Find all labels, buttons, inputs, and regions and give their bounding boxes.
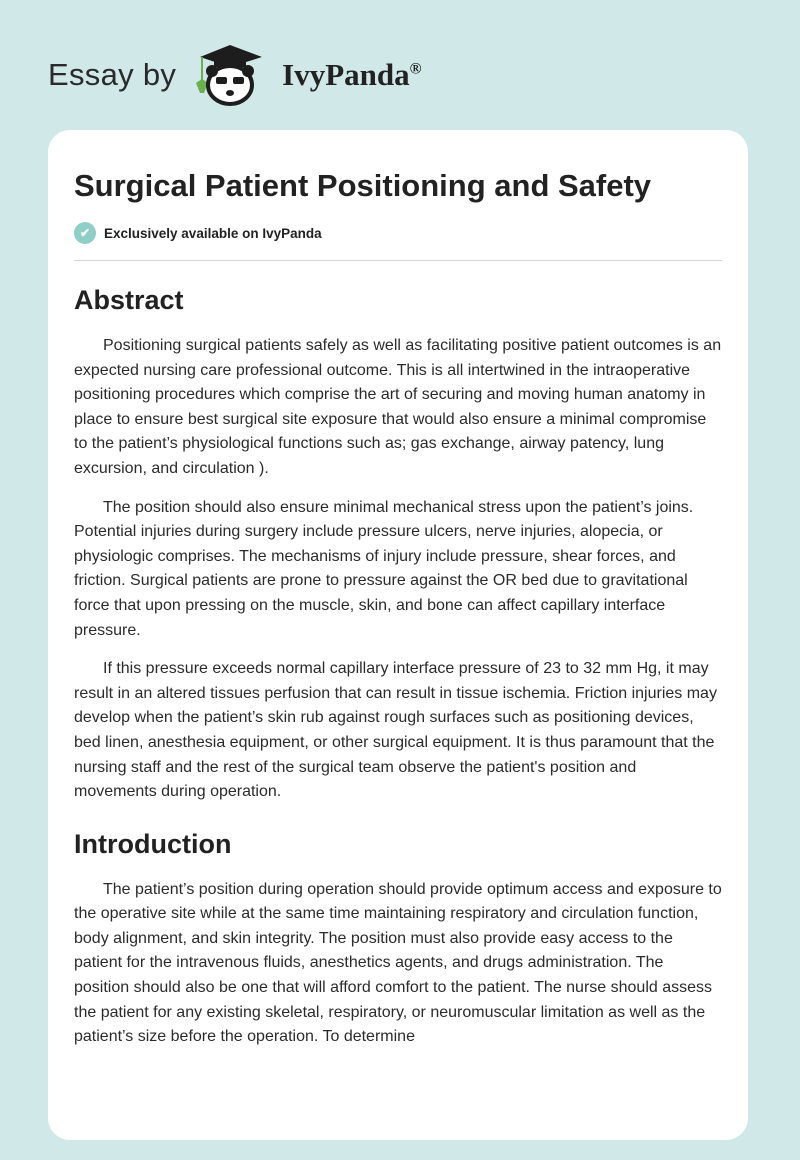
brand-text: IvyPanda bbox=[282, 57, 410, 92]
exclusive-badge bbox=[74, 222, 722, 244]
ivypanda-logo-icon[interactable] bbox=[186, 43, 276, 107]
check-icon: ✔ bbox=[74, 222, 96, 244]
badge-text: Exclusively available on IvyPanda bbox=[104, 225, 322, 241]
paragraph: The patient’s position during operation should provide optimum access and exposure to the operative site while at the same time maintaining respiratory and circulation function, body alignment, and skin integrity. The position must also provide easy access to the patient for the intravenous fluids, anesthetics agents, and drugs administration. The position should also be one that will afford comfort to the patient. The nurse should assess the patient for any existing skeletal, respiratory, or neuromuscular limitation as well as the patient’s size before the operation. To determine bbox=[74, 880, 722, 1046]
essay-by-label: Essay by bbox=[48, 57, 177, 92]
essay-card bbox=[48, 130, 748, 1140]
section-heading: Abstract bbox=[74, 285, 184, 315]
paragraph: If this pressure exceeds normal capillary interface pressure of 23 to 32 mm Hg, it may result in an altered tissues perfusion that can result in tissue ischemia. Friction injuries may develop when the patient’s skin rub against rough surfaces such as positioning devices, bed linen, anesthesia equipment, or other surgical equipment. It is thus paramount that the nursing staff and the rest of the surgical team observe the patient's position and movements during operation. bbox=[74, 660, 717, 801]
registered-mark: ® bbox=[409, 60, 422, 78]
paragraph: The position should also ensure minimal mechanical stress upon the patient’s joins. Potential injuries during surgery include pressure ulcers, nerve injuries, alopecia, or physiologic comprises. The mechanisms of injury include pressure, shear forces, and friction. Surgical patients are prone to pressure against the OR bed due to gravitational force that upon pressing on the muscle, skin, and bone can affect capillary interface pressure. bbox=[74, 498, 694, 639]
page-title: Surgical Patient Positioning and Safety bbox=[74, 168, 652, 203]
divider bbox=[74, 260, 722, 261]
section-heading: Introduction bbox=[74, 828, 232, 859]
paragraph: Positioning surgical patients safely as well as facilitating positive patient outcomes is an expected nursing care professional outcome. This is all intertwined in the intraoperative positioning procedures which comprise the art of securing and moving human anatomy in place to ensure best surgical site exposure that would also ensure a minimal compromise to the patient’s physiological functions such as; gas exchange, airway patency, lung excursion, and circulation ). bbox=[74, 337, 722, 477]
brand-name[interactable] bbox=[282, 57, 421, 93]
site-header bbox=[48, 40, 422, 110]
